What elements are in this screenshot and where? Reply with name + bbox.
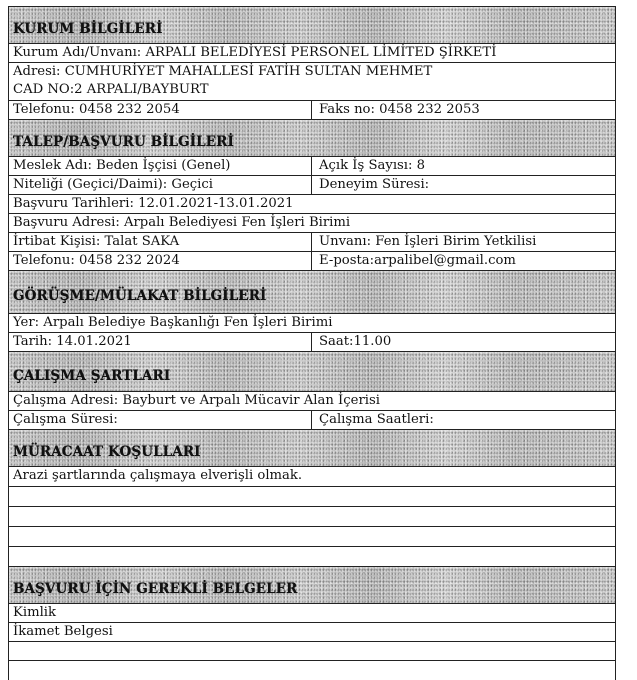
section-header-application-conditions: MÜRACAAT KOŞULLARI xyxy=(9,430,615,467)
application-address-row xyxy=(9,214,615,233)
section-header-required-documents: BAŞVURU İÇİN GEREKLİ BELGELER xyxy=(9,567,615,604)
application-address: Başvuru Adresi: Arpalı Belediyesi Fen İşleri Birimi xyxy=(13,215,351,230)
contact-title: Unvanı: Fen İşleri Birim Yetkilisi xyxy=(319,234,537,249)
contact-person: İrtibat Kişisi: Talat SAKA xyxy=(9,233,312,251)
interview-time: Saat:11.00 xyxy=(319,334,392,349)
work-duration: Çalışma Süresi: xyxy=(9,411,312,429)
profession-name: Meslek Adı: Beden İşçisi (Genel) xyxy=(9,157,312,175)
contact-email: E-posta:arpalibel@gmail.com xyxy=(319,253,516,268)
contact-person-row xyxy=(9,233,615,252)
work-hours: Çalışma Saatleri: xyxy=(319,412,434,427)
work-address: Çalışma Adresi: Bayburt ve Arpalı Mücavir Alan İçerisi xyxy=(13,393,380,408)
application-dates: Başvuru Tarihleri: 12.01.2021-13.01.2021 xyxy=(13,196,294,211)
condition-row xyxy=(9,507,615,527)
job-nature: Niteliği (Geçici/Daimi): Geçici xyxy=(9,176,312,194)
experience-duration: Deneyim Süresi: xyxy=(319,177,430,192)
interview-place-row xyxy=(9,314,615,333)
institution-fax: Faks no: 0458 232 2053 xyxy=(319,102,480,117)
condition-text: Arazi şartlarında çalışmaya elverişli olmak. xyxy=(13,468,303,483)
condition-row xyxy=(9,467,615,487)
section-header-interview: GÖRÜŞME/MÜLAKAT BİLGİLERİ xyxy=(9,271,615,314)
institution-address: Adresi: CUMHURİYET MAHALLESİ FATİH SULTAN MEHMET CAD NO:2 ARPALI/BAYBURT xyxy=(13,64,433,97)
condition-row xyxy=(9,547,615,567)
condition-text xyxy=(9,487,615,506)
contact-phone-row xyxy=(9,252,615,271)
condition-row xyxy=(9,487,615,507)
institution-name: Kurum Adı/Unvanı: ARPALI BELEDİYESİ PERSONEL LİMİTED ŞİRKETİ xyxy=(13,45,497,60)
nature-row xyxy=(9,176,615,195)
document-text xyxy=(9,642,615,660)
job-posting-form xyxy=(8,6,616,680)
section-header-institution: KURUM BİLGİLERİ xyxy=(9,7,615,44)
interview-place: Yer: Arpalı Belediye Başkanlığı Fen İşleri Birimi xyxy=(13,315,333,330)
condition-text xyxy=(9,527,615,546)
document-row xyxy=(9,642,615,661)
interview-date: Tarih: 14.01.2021 xyxy=(9,333,312,351)
condition-row xyxy=(9,527,615,547)
application-dates-row xyxy=(9,195,615,214)
section-header-application: TALEP/BAŞVURU BİLGİLERİ xyxy=(9,120,615,157)
document-text: İkamet Belgesi xyxy=(13,624,113,639)
institution-address-row xyxy=(9,63,615,101)
document-row xyxy=(9,604,615,623)
work-duration-row xyxy=(9,411,615,430)
section-header-working-conditions: ÇALIŞMA ŞARTLARI xyxy=(9,352,615,392)
work-address-row xyxy=(9,392,615,411)
condition-text xyxy=(9,547,615,566)
document-row xyxy=(9,623,615,642)
profession-row xyxy=(9,157,615,176)
institution-contact-row xyxy=(9,101,615,120)
document-text: Kimlik xyxy=(13,605,57,620)
open-job-count: Açık İş Sayısı: 8 xyxy=(319,158,426,173)
institution-phone: Telefonu: 0458 232 2054 xyxy=(9,101,312,119)
contact-phone: Telefonu: 0458 232 2024 xyxy=(9,252,312,270)
document-text xyxy=(9,661,615,680)
document-row xyxy=(9,661,615,680)
interview-datetime-row xyxy=(9,333,615,352)
condition-text xyxy=(9,507,615,526)
institution-name-row xyxy=(9,44,615,63)
